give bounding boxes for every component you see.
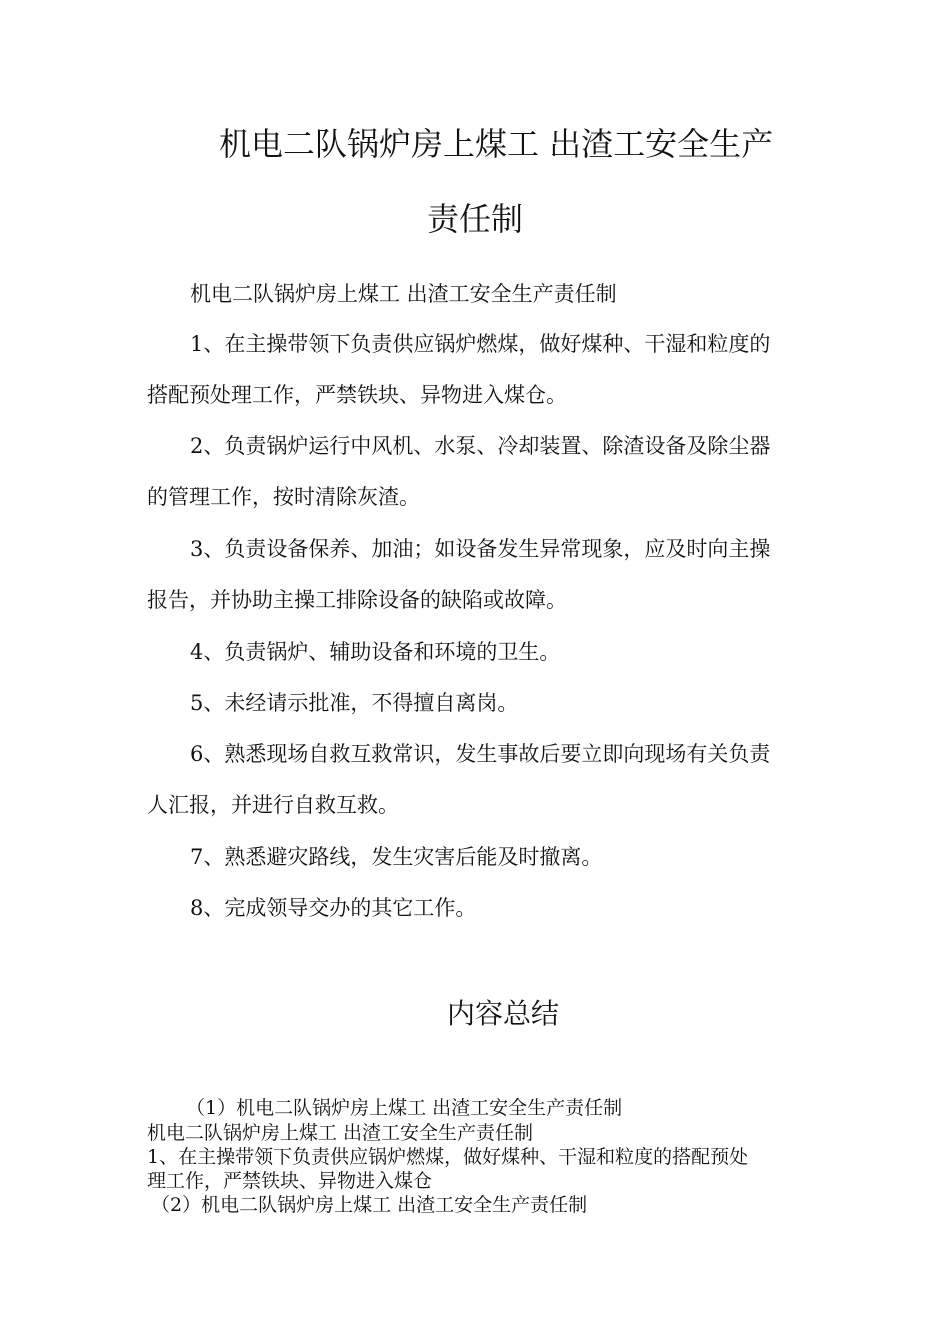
item-6-line-2: 人汇报，并进行自救互救。 (147, 793, 399, 817)
item-1-line-2: 搭配预处理工作，严禁铁块、异物进入煤仓。 (147, 383, 567, 407)
summary-line-3: 1、在主操带领下负责供应锅炉燃煤，做好煤种、干湿和粒度的搭配预处 (147, 1146, 749, 1168)
item-2-line-2: 的管理工作，按时清除灰渣。 (147, 485, 420, 509)
summary-line-5: （2）机电二队锅炉房上煤工 出渣工安全生产责任制 (151, 1194, 588, 1216)
item-2-line-1: 2、负责锅炉运行中风机、水泵、冷却装置、除渣设备及除尘器 (190, 434, 771, 458)
item-6-line-1: 6、熟悉现场自救互救常识，发生事故后要立即向现场有关负责 (190, 742, 771, 766)
item-8-line-1: 8、完成领导交办的其它工作。 (190, 896, 477, 920)
item-5-line-1: 5、未经请示批准，不得擅自离岗。 (190, 691, 519, 715)
item-4-line-1: 4、负责锅炉、辅助设备和环境的卫生。 (190, 640, 561, 664)
item-1-line-1: 1、在主操带领下负责供应锅炉燃煤，做好煤种、干湿和粒度的 (190, 332, 771, 356)
intro-paragraph: 机电二队锅炉房上煤工 出渣工安全生产责任制 (190, 282, 617, 306)
summary-line-2: 机电二队锅炉房上煤工 出渣工安全生产责任制 (147, 1122, 534, 1144)
summary-line-4: 理工作，严禁铁块、异物进入煤仓 (147, 1170, 433, 1192)
document-title-line-2: 责任制 (427, 200, 524, 238)
document-title-line-1: 机电二队锅炉房上煤工 出渣工安全生产 (219, 125, 774, 163)
item-7-line-1: 7、熟悉避灾路线，发生灾害后能及时撤离。 (190, 845, 603, 869)
summary-line-1: （1）机电二队锅炉房上煤工 出渣工安全生产责任制 (186, 1097, 623, 1119)
item-3-line-1: 3、负责设备保养、加油；如设备发生异常现象，应及时向主操 (190, 537, 771, 561)
summary-heading: 内容总结 (447, 997, 560, 1030)
item-3-line-2: 报告，并协助主操工排除设备的缺陷或故障。 (147, 588, 567, 612)
